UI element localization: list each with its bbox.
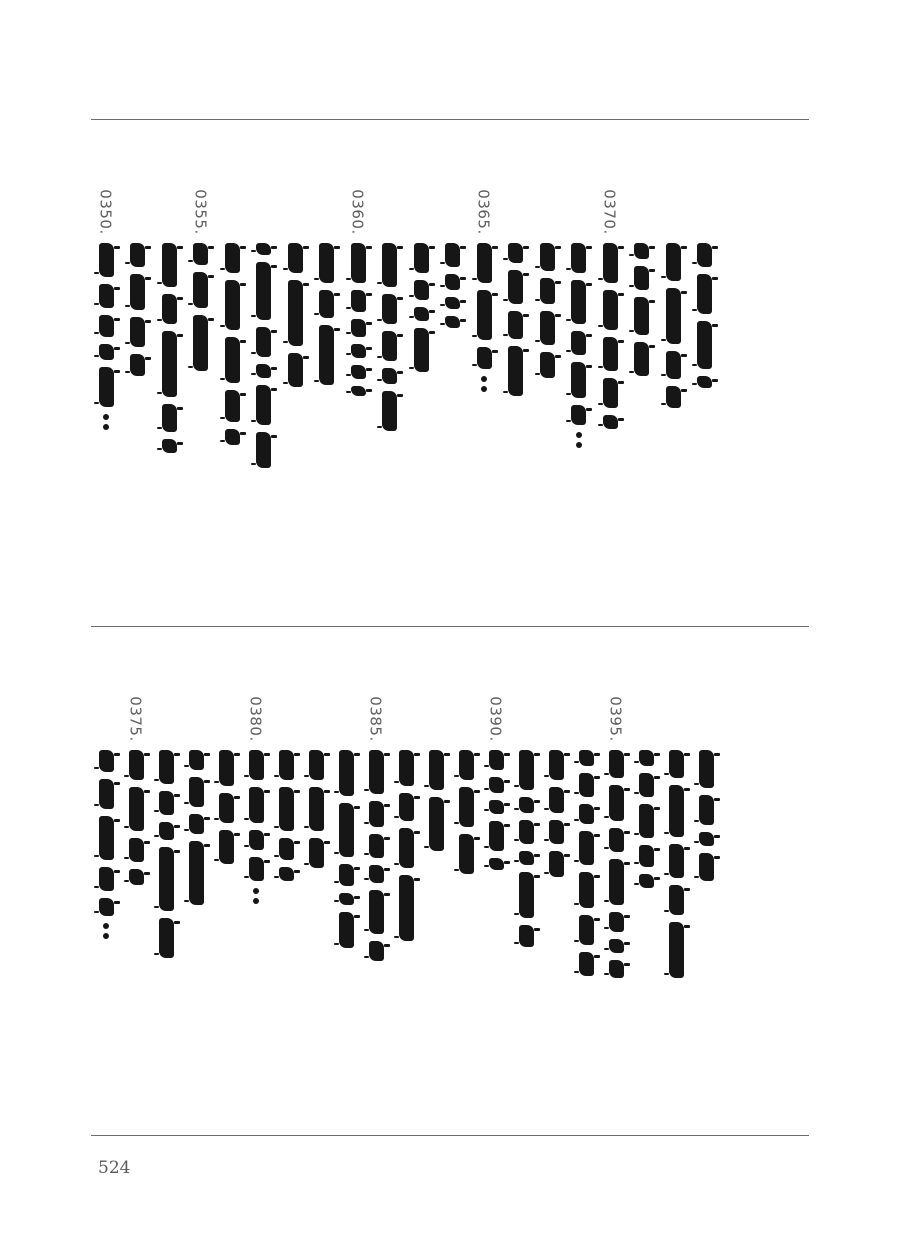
script-word: [669, 922, 684, 978]
script-word: [159, 750, 174, 784]
mongolian-script-line: [305, 750, 327, 868]
text-column: [421, 632, 451, 1129]
line-number-label: 0380.: [247, 696, 266, 742]
script-word: [508, 243, 523, 263]
script-word: [225, 243, 240, 273]
script-word: [571, 362, 586, 398]
text-column: [331, 632, 361, 1129]
script-word: [477, 347, 492, 369]
text-column: [375, 125, 405, 620]
script-word: [579, 831, 594, 865]
script-word: [225, 280, 240, 330]
script-word: [571, 280, 586, 324]
script-word: [99, 367, 114, 407]
mongolian-script-line: [635, 750, 657, 888]
script-word: [382, 391, 397, 431]
text-column: [406, 125, 436, 620]
line-number-label: 0370.: [601, 189, 620, 235]
text-column: [391, 632, 421, 1129]
script-word: [319, 290, 334, 318]
mongolian-script-line: [95, 750, 117, 939]
mongolian-script-line: [455, 750, 477, 874]
script-word: [351, 243, 366, 283]
mongolian-script-line: [575, 750, 597, 976]
text-column: [661, 632, 691, 1129]
script-word: [445, 243, 460, 267]
script-word: [99, 867, 114, 891]
mongolian-script-line: [245, 750, 267, 904]
script-word: [634, 243, 649, 259]
script-word: [540, 352, 555, 378]
line-number-label: 0375.: [127, 696, 146, 742]
mongolian-script-line: [665, 750, 687, 978]
mongolian-script-line: [155, 750, 177, 958]
script-word: [249, 750, 264, 780]
script-word: [519, 851, 534, 865]
text-column: [481, 632, 511, 1129]
mongolian-script-line: [515, 750, 537, 947]
script-word: [99, 750, 114, 772]
script-word: [351, 386, 366, 396]
script-word: [279, 750, 294, 780]
mongolian-script-line: [442, 243, 464, 328]
script-word: [130, 354, 145, 376]
script-word: [549, 820, 564, 844]
script-word: [609, 859, 624, 905]
text-column: [249, 125, 279, 620]
script-word: [225, 429, 240, 445]
script-word: [477, 290, 492, 340]
script-word: [219, 793, 234, 823]
script-word: [162, 243, 177, 287]
script-word: [579, 750, 594, 766]
script-word: [669, 750, 684, 778]
script-word: [699, 853, 714, 881]
script-word: [669, 885, 684, 915]
script-word: [256, 262, 271, 320]
script-word: [129, 787, 144, 831]
script-word: [319, 243, 334, 283]
script-word: [519, 872, 534, 918]
script-word: [669, 844, 684, 878]
text-column: [181, 632, 211, 1129]
script-word: [162, 294, 177, 324]
text-column: [91, 125, 121, 620]
line-number-label: 0355.: [191, 189, 210, 235]
text-column: [186, 125, 216, 620]
script-word: [130, 274, 145, 310]
script-word: [319, 325, 334, 385]
mongolian-script-line: [347, 243, 369, 396]
script-word: [666, 243, 681, 281]
mongolian-script-line: [599, 243, 621, 429]
mongolian-script-line: [275, 750, 297, 881]
mongolian-script-line: [221, 243, 243, 445]
script-word: [99, 315, 114, 337]
mongolian-script-line: [316, 243, 338, 385]
script-word: [508, 311, 523, 339]
script-word: [508, 346, 523, 396]
script-word: [256, 243, 271, 255]
script-word: [540, 278, 555, 304]
text-column: [301, 632, 331, 1129]
script-word: [189, 750, 204, 770]
script-word: [634, 342, 649, 376]
script-word: [445, 316, 460, 328]
sentence-end-mark: [576, 432, 582, 438]
mongolian-script-line: [125, 750, 147, 885]
mongolian-script-line: [536, 243, 558, 378]
line-number: [595, 182, 625, 242]
text-column: [91, 632, 121, 1129]
line-number: [121, 689, 151, 749]
mongolian-script-line: [335, 750, 357, 948]
script-word: [579, 915, 594, 945]
script-word: [519, 925, 534, 947]
text-column: [501, 125, 531, 620]
script-word: [399, 875, 414, 941]
script-word: [369, 890, 384, 934]
script-word: [697, 376, 712, 388]
script-word: [369, 865, 384, 883]
script-word: [339, 750, 354, 796]
script-word: [189, 777, 204, 807]
text-column: [564, 125, 594, 620]
script-word: [459, 834, 474, 874]
text-column: [271, 632, 301, 1129]
script-word: [288, 280, 303, 346]
text-column: [541, 632, 571, 1129]
bottom-rule: [91, 1135, 809, 1136]
script-word: [540, 243, 555, 271]
line-number: [481, 689, 511, 749]
script-word: [369, 834, 384, 858]
script-word: [256, 432, 271, 468]
mongolian-script-line: [284, 243, 306, 387]
mongolian-script-line: [631, 243, 653, 376]
mongolian-script-line: [185, 750, 207, 905]
line-number-label: 0390.: [487, 696, 506, 742]
line-number-label: 0350.: [97, 189, 116, 235]
text-column: [451, 632, 481, 1129]
script-word: [99, 284, 114, 308]
script-word: [339, 893, 354, 905]
mongolian-script-line: [253, 243, 275, 468]
script-word: [339, 864, 354, 886]
script-word: [129, 838, 144, 862]
script-word: [489, 777, 504, 793]
script-word: [579, 773, 594, 797]
script-word: [159, 918, 174, 958]
script-word: [225, 337, 240, 383]
script-word: [219, 750, 234, 786]
script-word: [429, 750, 444, 790]
text-column: [690, 125, 720, 620]
script-word: [249, 857, 264, 881]
script-word: [540, 311, 555, 345]
script-word: [193, 315, 208, 371]
mongolian-script-line: [694, 243, 716, 388]
script-word: [609, 939, 624, 953]
script-word: [519, 750, 534, 790]
mongolian-script-line: [379, 243, 401, 431]
script-word: [309, 750, 324, 780]
mongolian-script-line: [473, 243, 495, 392]
script-word: [699, 750, 714, 788]
mongolian-script-line: [410, 243, 432, 372]
script-word: [445, 274, 460, 290]
lower-text-panel: [91, 632, 809, 1129]
script-word: [249, 830, 264, 850]
script-word: [571, 405, 586, 425]
text-column: [217, 125, 247, 620]
script-word: [603, 337, 618, 371]
script-word: [249, 787, 264, 823]
script-word: [99, 779, 114, 809]
script-word: [609, 785, 624, 821]
script-word: [399, 828, 414, 868]
line-number-label: 0385.: [367, 696, 386, 742]
sentence-end-mark: [103, 414, 109, 420]
script-word: [609, 960, 624, 978]
middle-rule: [91, 626, 809, 627]
script-word: [189, 841, 204, 905]
script-word: [279, 787, 294, 831]
line-number: [469, 182, 499, 242]
text-column: [280, 125, 310, 620]
script-word: [571, 243, 586, 273]
script-word: [162, 331, 177, 397]
text-column: [123, 125, 153, 620]
line-number-label: 0395.: [607, 696, 626, 742]
text-column: [601, 632, 631, 1129]
script-word: [579, 952, 594, 976]
script-word: [193, 243, 208, 265]
text-column: [571, 632, 601, 1129]
script-word: [666, 386, 681, 408]
text-column: [627, 125, 657, 620]
script-word: [603, 378, 618, 408]
script-word: [369, 941, 384, 961]
script-word: [697, 321, 712, 369]
upper-text-panel: [91, 125, 809, 620]
script-word: [351, 344, 366, 358]
page-number: 524: [98, 1158, 131, 1178]
script-word: [256, 385, 271, 425]
script-word: [603, 415, 618, 429]
line-number-label: 0360.: [349, 189, 368, 235]
script-word: [579, 804, 594, 824]
mongolian-script-line: [545, 750, 567, 877]
script-word: [279, 838, 294, 860]
script-word: [256, 327, 271, 357]
text-column: [658, 125, 688, 620]
script-word: [697, 274, 712, 314]
text-column: [511, 632, 541, 1129]
script-word: [549, 787, 564, 813]
script-word: [162, 404, 177, 432]
script-word: [639, 750, 654, 766]
script-word: [609, 750, 624, 778]
script-word: [159, 847, 174, 911]
text-column: [631, 632, 661, 1129]
script-word: [603, 243, 618, 283]
script-word: [489, 821, 504, 851]
script-word: [189, 814, 204, 834]
script-word: [639, 773, 654, 797]
script-word: [382, 331, 397, 361]
mongolian-script-line: [695, 750, 717, 881]
script-word: [639, 845, 654, 867]
line-number-label: 0365.: [475, 189, 494, 235]
script-word: [309, 838, 324, 868]
script-word: [699, 832, 714, 846]
script-word: [639, 874, 654, 888]
script-word: [256, 364, 271, 378]
script-word: [477, 243, 492, 283]
script-word: [351, 290, 366, 312]
script-word: [130, 317, 145, 347]
script-word: [697, 243, 712, 267]
script-word: [508, 270, 523, 304]
text-column: [154, 125, 184, 620]
sentence-end-mark: [253, 888, 259, 894]
line-number: [361, 689, 391, 749]
script-word: [351, 365, 366, 379]
text-column: [343, 125, 373, 620]
script-word: [414, 243, 429, 273]
line-number: [91, 182, 121, 242]
script-word: [414, 280, 429, 300]
script-word: [279, 867, 294, 881]
script-word: [445, 297, 460, 309]
text-column: [532, 125, 562, 620]
script-word: [549, 851, 564, 877]
script-word: [99, 816, 114, 860]
script-word: [159, 822, 174, 840]
script-word: [489, 750, 504, 770]
script-word: [519, 820, 534, 844]
script-word: [603, 290, 618, 330]
script-word: [129, 869, 144, 885]
script-word: [609, 912, 624, 932]
script-word: [399, 793, 414, 821]
text-column: [469, 125, 499, 620]
script-word: [225, 390, 240, 422]
script-word: [339, 912, 354, 948]
script-word: [634, 297, 649, 335]
mongolian-script-line: [505, 243, 527, 396]
script-word: [129, 750, 144, 780]
text-column: [211, 632, 241, 1129]
text-column: [241, 632, 271, 1129]
top-rule: [91, 119, 809, 120]
script-word: [382, 368, 397, 384]
mongolian-script-line: [127, 243, 149, 376]
script-word: [414, 328, 429, 372]
text-column: [438, 125, 468, 620]
script-word: [666, 288, 681, 344]
line-number: [343, 182, 373, 242]
text-column: [151, 632, 181, 1129]
script-word: [288, 243, 303, 273]
text-column: [691, 632, 721, 1129]
mongolian-script-line: [395, 750, 417, 941]
script-word: [609, 828, 624, 852]
mongolian-script-line: [605, 750, 627, 978]
sentence-end-mark: [481, 376, 487, 382]
mongolian-script-line: [190, 243, 212, 371]
script-word: [666, 351, 681, 379]
script-word: [519, 797, 534, 813]
script-word: [669, 785, 684, 837]
script-word: [699, 795, 714, 825]
text-column: [312, 125, 342, 620]
script-word: [99, 898, 114, 916]
script-word: [459, 787, 474, 827]
script-word: [429, 797, 444, 851]
script-word: [489, 800, 504, 814]
script-word: [399, 750, 414, 786]
script-word: [571, 331, 586, 355]
script-word: [159, 791, 174, 815]
mongolian-script-line: [158, 243, 180, 453]
script-word: [99, 344, 114, 360]
script-word: [219, 830, 234, 864]
script-word: [130, 243, 145, 267]
mongolian-script-line: [215, 750, 237, 864]
script-word: [639, 804, 654, 838]
line-number: [241, 689, 271, 749]
script-word: [351, 319, 366, 337]
mongolian-script-line: [95, 243, 117, 430]
mongolian-script-line: [485, 750, 507, 870]
line-number: [601, 689, 631, 749]
script-word: [193, 272, 208, 308]
script-word: [459, 750, 474, 780]
script-word: [634, 266, 649, 290]
script-word: [162, 439, 177, 453]
script-word: [382, 294, 397, 324]
text-column: [595, 125, 625, 620]
script-word: [288, 353, 303, 387]
mongolian-script-line: [662, 243, 684, 408]
sentence-end-mark: [103, 923, 109, 929]
script-word: [414, 307, 429, 321]
script-word: [369, 750, 384, 794]
mongolian-script-line: [425, 750, 447, 851]
script-word: [99, 243, 114, 277]
script-word: [369, 801, 384, 827]
script-word: [339, 803, 354, 857]
script-word: [489, 858, 504, 870]
line-number: [186, 182, 216, 242]
text-column: [361, 632, 391, 1129]
script-word: [579, 872, 594, 908]
mongolian-script-line: [365, 750, 387, 961]
mongolian-script-line: [568, 243, 590, 448]
script-word: [309, 787, 324, 831]
script-word: [382, 243, 397, 287]
text-column: [121, 632, 151, 1129]
script-word: [549, 750, 564, 780]
